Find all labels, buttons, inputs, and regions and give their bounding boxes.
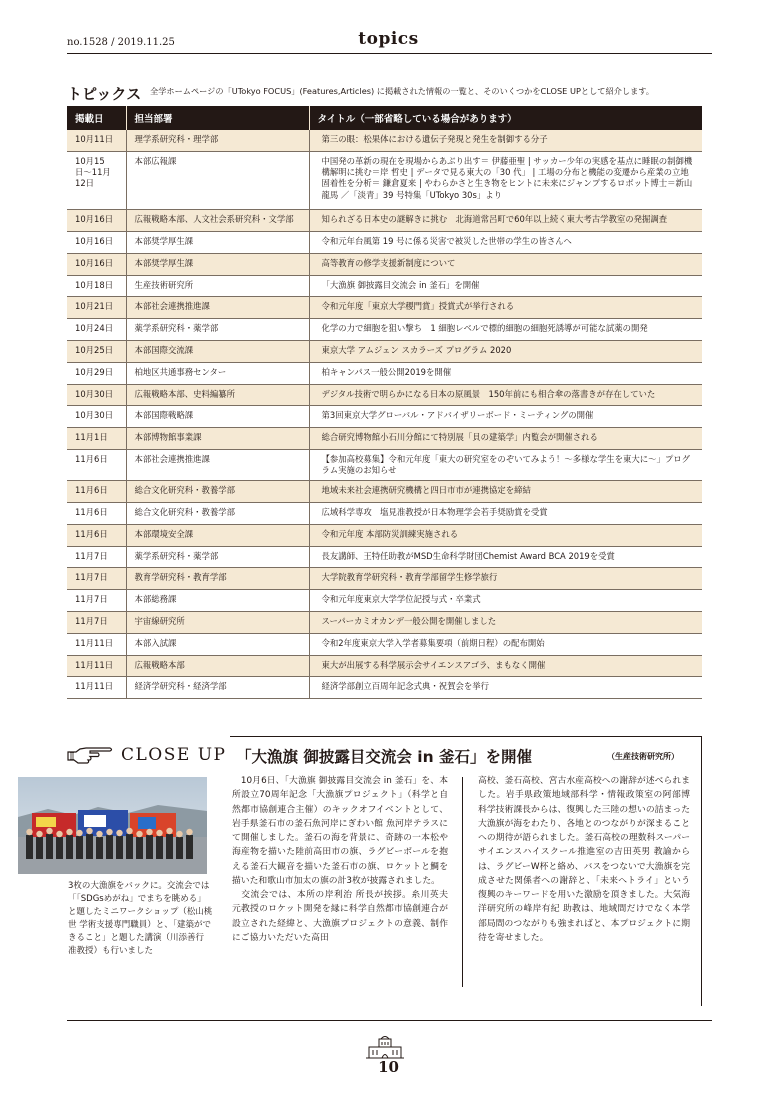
yasuda-auditorium-icon xyxy=(364,1033,406,1059)
cell-dept: 本部社会連携推進課 xyxy=(126,297,309,319)
table-header-row xyxy=(67,106,702,130)
cell-title: デジタル技術で明らかになる日本の原風景 150年前にも相合傘の落書きが存在していた xyxy=(309,384,702,406)
pointing-hand-icon xyxy=(66,744,114,766)
table-row xyxy=(67,253,702,275)
cell-title: 東京大学 アムジェン スカラーズ プログラム 2020 xyxy=(309,341,702,363)
page-number: 10 xyxy=(378,1058,399,1076)
table-row xyxy=(67,503,702,525)
cell-dept: 総合文化研究科・教養学部 xyxy=(126,503,309,525)
cell-title: 知られざる日本史の謎解きに挑む 北海道常呂町で60年以上続く東大考古学教室の発掘調査 xyxy=(309,210,702,232)
cell-date: 10月18日 xyxy=(67,275,126,297)
article-column-1: 10月6日、「大漁旗 御披露目交流会 in 釜石」を、本所設立70周年記念「大漁旗プロジェクト」（科学と自然都市協創連合主催）のキックオフイベントとして、岩手県釜石市の釜石魚河岸にぎわい館 魚河岸テラスにて開催しました。釜石の海を背景に、奇跡の一本松や海産物を描いた陸前高田市の旗、ラグビーボールを抱える釜石大観音を描いた釜石市の旗、ロケットと鯛を描いた和歌山市加太の旗の計3枚が披露されました。 交流会では、本所の岸利治 所長が挨拶。糸川英夫 元教授のロケット開発を縁に科学自然都市協創連合が設立された経緯と、大漁旗プロジェクトの意義、制作にご協力いただいた高田 xyxy=(232,776,448,943)
table-row xyxy=(67,275,702,297)
topics-description: 全学ホームページの「UTokyo FOCUS」(Features,Articles) に掲載された情報の一覧と、そのいくつかをCLOSE UPとして紹介します。 xyxy=(150,86,654,96)
cell-title: 【参加高校募集】令和元年度「東大の研究室をのぞいてみよう！〜多様な学生を東大に〜」プログラム実施のお知らせ xyxy=(309,450,702,481)
cell-date: 10月21日 xyxy=(67,297,126,319)
cell-dept: 本部社会連携推進課 xyxy=(126,450,309,481)
article-column-2: 高校、釜石高校、宮古水産高校への謝辞が述べられました。岩手県政策地域部科学・情報政策室の阿部博 科学技術課長からは、復興した三陸の想いの詰まった大漁旗が海をわたり、各地とのつながりが深まることへの期待が語られました。釜石高校の理数科スーパーサイエンスハイスクール推進室の吉田英男 教諭からは、ラグビーW杯と絡め、バスをつないで大漁旗を完成させた関係者への謝辞と、「未来へトライ」という復興のキーワードを用いた激励を頂きました。大気海洋研究所の峰岸有紀 助教は、地域間だけでなく本学部局間のつながりも強まればと、本プロジェクトに期待を寄せました。 xyxy=(478,776,690,943)
table-row xyxy=(67,524,702,546)
topics-table xyxy=(67,106,702,699)
cell-date: 11月7日 xyxy=(67,612,126,634)
table-row xyxy=(67,568,702,590)
cell-title: 第3回東京大学グローバル・アドバイザリーボード・ミーティングの開催 xyxy=(309,406,702,428)
cell-title: 中国発の革新の現在を現場からあぶり出す＝ 伊藤亜聖 | サッカー少年の実感を基点に睡眠の制御機構解明に挑む＝岸 哲史 | データで見る東大の「30 代」 | 工場の分布と機能の変遷から産業の立地固着性を分析＝ 鎌倉夏来 | やわらかさと生き物をヒントに未来にジャンプするロボット博士＝新山龍馬 ／「淡青」39 号特集「UTokyo 30s」より xyxy=(309,152,702,210)
cell-title: 第三の眼：松果体における遺伝子発現と発生を制御する分子 xyxy=(309,130,702,152)
photo-caption: 3枚の大漁旗をバックに。交流会では「「SDGsめがね」でまちを眺める」と題したミニワークショップ（松山桃世 学術支援専門職員）と、「建築ができること」と題した講演（川添善行 准教授）も行いました xyxy=(68,881,213,956)
cell-title: 東大が出展する科学展示会サイエンスアゴラ、まもなく開催 xyxy=(309,655,702,677)
cell-date: 11月11日 xyxy=(67,655,126,677)
cell-date: 11月1日 xyxy=(67,428,126,450)
cell-dept: 薬学系研究科・薬学部 xyxy=(126,546,309,568)
column-divider xyxy=(462,777,463,987)
cell-dept: 本部奨学厚生課 xyxy=(126,232,309,254)
table-row xyxy=(67,341,702,363)
table-row xyxy=(67,232,702,254)
cell-title: 広域科学専攻 塩見准教授が日本物理学会若手奨励賞を受賞 xyxy=(309,503,702,525)
cell-dept: 宇宙線研究所 xyxy=(126,612,309,634)
cell-date: 11月6日 xyxy=(67,481,126,503)
cell-dept: 本部国際交流課 xyxy=(126,341,309,363)
table-row xyxy=(67,677,702,699)
table-row xyxy=(67,384,702,406)
cell-title: スーパーカミオカンデ一般公開を開催しました xyxy=(309,612,702,634)
cell-dept: 広報戦略本部、史料編纂所 xyxy=(126,384,309,406)
cell-dept: 理学系研究科・理学部 xyxy=(126,130,309,152)
cell-title: 令和元年度 本部防災訓練実施される xyxy=(309,524,702,546)
cell-dept: 本部奨学厚生課 xyxy=(126,253,309,275)
cell-dept: 薬学系研究科・薬学部 xyxy=(126,319,309,341)
table-row xyxy=(67,450,702,481)
cell-dept: 本部広報課 xyxy=(126,152,309,210)
table-row xyxy=(67,612,702,634)
column-header-dept: 担当部署 xyxy=(126,106,309,130)
issue-number: no.1528 / 2019.11.25 xyxy=(67,37,175,48)
event-group-photo xyxy=(18,777,207,874)
column-header-date: 掲載日 xyxy=(67,106,126,130)
cell-title: 高等教育の修学支援新制度について xyxy=(309,253,702,275)
cell-date: 11月11日 xyxy=(67,677,126,699)
cell-date: 10月11日 xyxy=(67,130,126,152)
cell-title: 令和元年台風第 19 号に係る災害で被災した世帯の学生の皆さんへ xyxy=(309,232,702,254)
cell-date: 11月11日 xyxy=(67,633,126,655)
cell-dept: 経済学研究科・経済学部 xyxy=(126,677,309,699)
cell-date: 11月6日 xyxy=(67,524,126,546)
cell-title: 地域未来社会連携研究機構と四日市市が連携協定を締結 xyxy=(309,481,702,503)
closeup-label: CLOSE UP xyxy=(121,745,227,765)
closeup-department: （生産技術研究所） xyxy=(607,752,679,761)
cell-dept: 本部国際戦略課 xyxy=(126,406,309,428)
table-row xyxy=(67,546,702,568)
table-row xyxy=(67,633,702,655)
cell-dept: 本部博物館事業課 xyxy=(126,428,309,450)
cell-date: 10月30日 xyxy=(67,406,126,428)
cell-dept: 総合文化研究科・教養学部 xyxy=(126,481,309,503)
header-rule xyxy=(67,53,712,54)
cell-title: 令和元年度「東京大学稷門賞」授賞式が挙行される xyxy=(309,297,702,319)
cell-date: 11月7日 xyxy=(67,590,126,612)
cell-title: 「大漁旗 御披露目交流会 in 釜石」を開催 xyxy=(309,275,702,297)
cell-dept: 本部入試課 xyxy=(126,633,309,655)
cell-date: 10月25日 xyxy=(67,341,126,363)
cell-dept: 生産技術研究所 xyxy=(126,275,309,297)
table-row xyxy=(67,655,702,677)
table-row xyxy=(67,481,702,503)
cell-dept: 本部環境安全課 xyxy=(126,524,309,546)
cell-date: 10月30日 xyxy=(67,384,126,406)
cell-title: 令和元年度東京大学学位記授与式・卒業式 xyxy=(309,590,702,612)
cell-dept: 広報戦略本部 xyxy=(126,655,309,677)
cell-title: 大学院教育学研究科・教育学部留学生修学旅行 xyxy=(309,568,702,590)
table-row xyxy=(67,362,702,384)
table-row xyxy=(67,130,702,152)
cell-date: 11月7日 xyxy=(67,546,126,568)
cell-date: 11月6日 xyxy=(67,503,126,525)
closeup-title: 「大漁旗 御披露目交流会 in 釜石」を開催 xyxy=(236,748,533,766)
table-row xyxy=(67,590,702,612)
cell-dept: 教育学研究科・教育学部 xyxy=(126,568,309,590)
cell-title: 長友講師、王特任助教がMSD生命科学財団Chemist Award BCA 2019を受賞 xyxy=(309,546,702,568)
cell-date: 11月6日 xyxy=(67,450,126,481)
footer-rule xyxy=(67,1020,712,1021)
cell-date: 10月29日 xyxy=(67,362,126,384)
table-row xyxy=(67,406,702,428)
table-row xyxy=(67,428,702,450)
closeup-top-rule xyxy=(230,736,702,737)
cell-date: 11月7日 xyxy=(67,568,126,590)
cell-date: 10月16日 xyxy=(67,232,126,254)
column-header-title: タイトル（一部省略している場合があります） xyxy=(309,106,702,130)
topics-table-body xyxy=(67,130,702,699)
table-row xyxy=(67,210,702,232)
cell-title: 経済学部創立百周年記念式典・祝賀会を挙行 xyxy=(309,677,702,699)
cell-date: 10月24日 xyxy=(67,319,126,341)
cell-date: 10月15日〜11月12日 xyxy=(67,152,126,210)
cell-dept: 広報戦略本部、人文社会系研究科・文学部 xyxy=(126,210,309,232)
table-row xyxy=(67,319,702,341)
cell-title: 総合研究博物館小石川分館にて特別展「貝の建築学」内覧会が開催される xyxy=(309,428,702,450)
cell-date: 10月16日 xyxy=(67,210,126,232)
table-row xyxy=(67,297,702,319)
section-title: topics xyxy=(358,29,419,49)
cell-title: 令和2年度東京大学入学者募集要項（前期日程）の配布開始 xyxy=(309,633,702,655)
cell-title: 柏キャンパス一般公開2019を開催 xyxy=(309,362,702,384)
cell-dept: 本部総務課 xyxy=(126,590,309,612)
cell-title: 化学の力で細胞を狙い撃ち 1 細胞レベルで標的細胞の細胞死誘導が可能な試薬の開発 xyxy=(309,319,702,341)
table-row xyxy=(67,152,702,210)
closeup-right-rule xyxy=(701,736,702,1006)
topics-heading: トピックス xyxy=(67,85,142,103)
cell-dept: 柏地区共通事務センター xyxy=(126,362,309,384)
cell-date: 10月16日 xyxy=(67,253,126,275)
